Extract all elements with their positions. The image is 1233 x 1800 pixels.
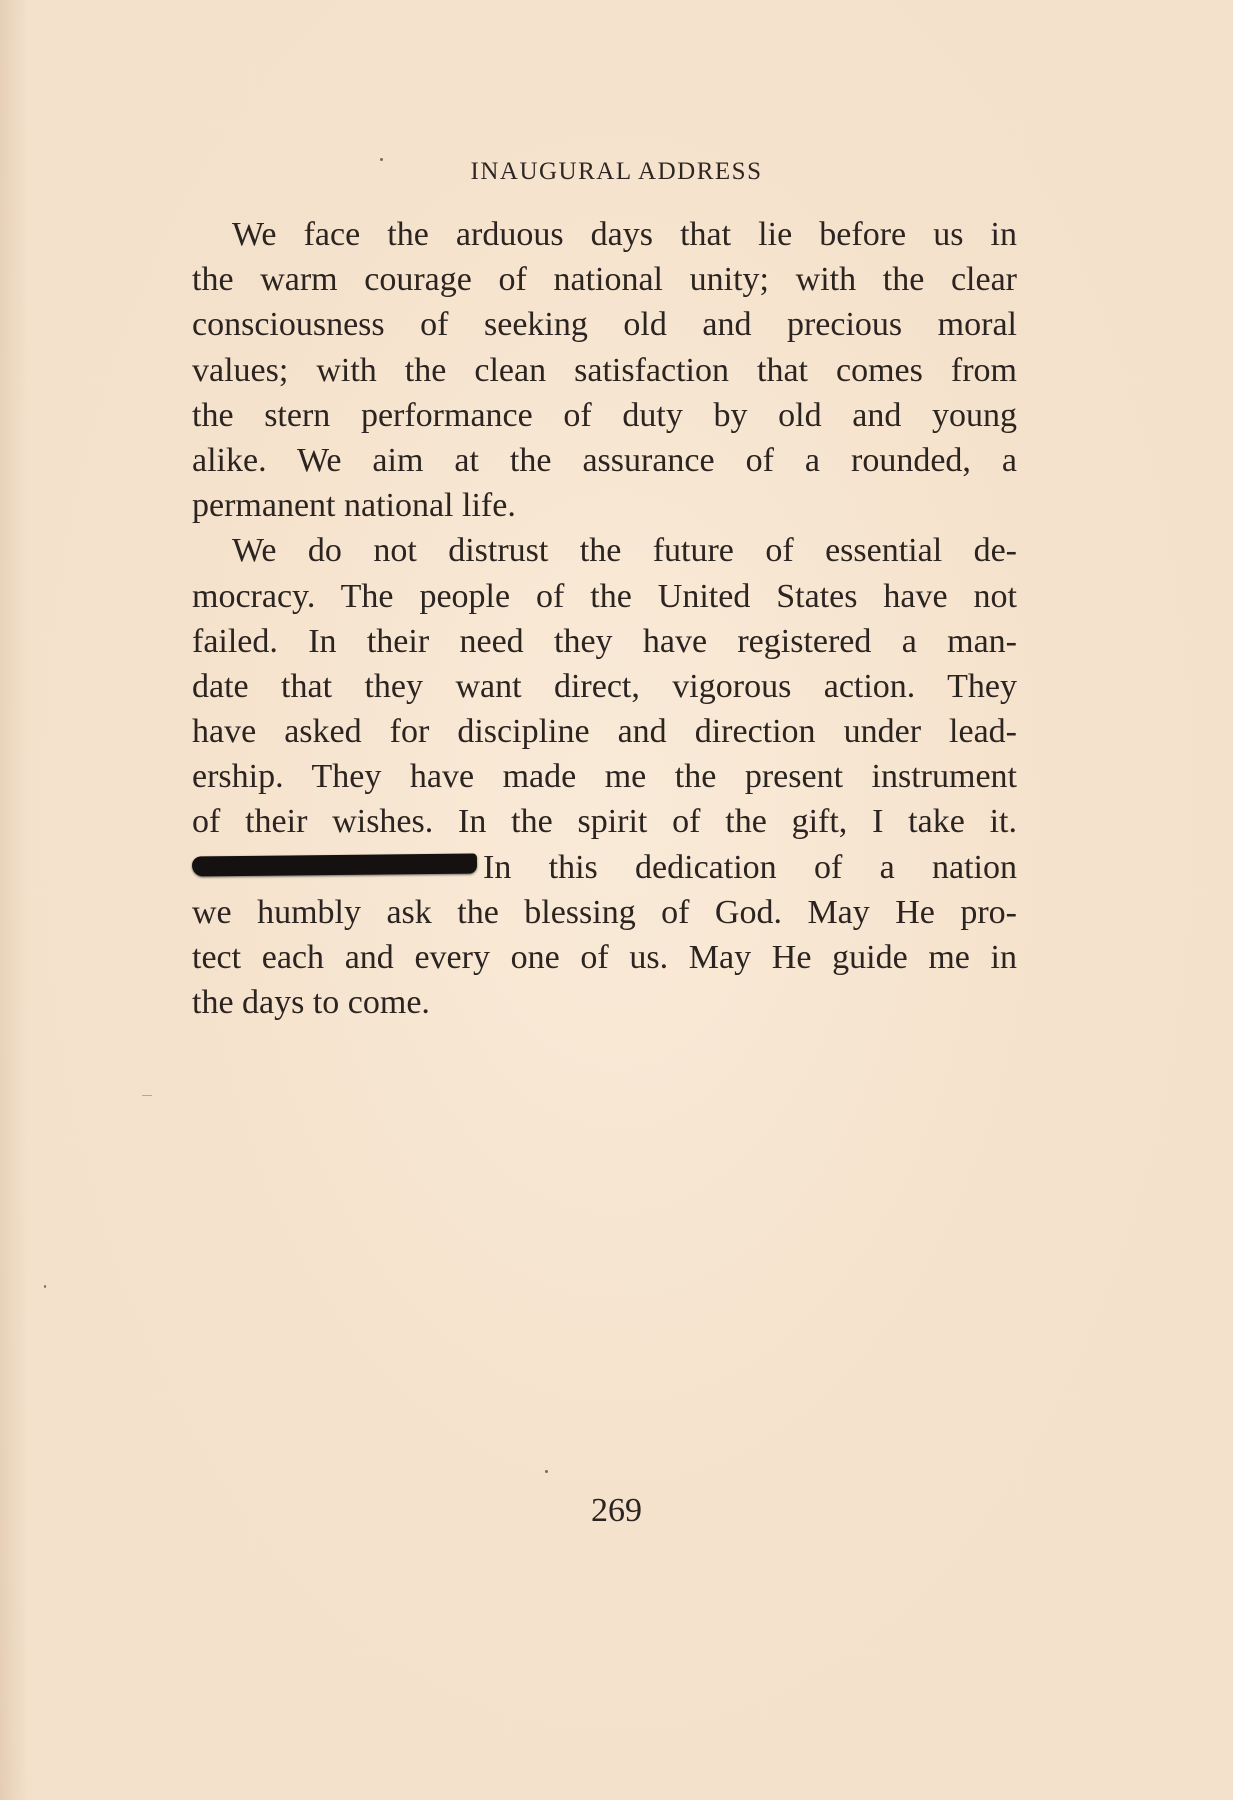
ink-redaction-mark — [192, 853, 477, 876]
text-line: the warm courage of national unity; with the clear — [192, 261, 1017, 299]
text-line: tect each and every one of us. May He guide me in — [192, 939, 1017, 976]
paper-speck — [44, 1285, 46, 1288]
text-line: consciousness of seeking old and precious moral — [192, 306, 1017, 344]
text-line: We face the arduous days that lie before us in — [232, 216, 1017, 253]
text-line: of their wishes. In the spirit of the gift, I take it. — [192, 803, 1017, 841]
paper-speck — [380, 158, 383, 161]
text-line: permanent national life. — [192, 487, 516, 525]
text-line: alike. We aim at the assurance of a rounded, a — [192, 441, 1017, 479]
running-head: INAUGURAL ADDRESS — [470, 158, 763, 185]
paragraph-3 — [192, 845, 1017, 1026]
text-line: We do not distrust the future of essential de- — [232, 532, 1017, 570]
page-number: 269 — [591, 1492, 642, 1529]
text-line: date that they want direct, vigorous action. They — [192, 667, 1017, 705]
body-text — [192, 212, 1017, 1025]
paragraph-1 — [192, 212, 1017, 528]
text-line: we humbly ask the blessing of God. May He pro- — [192, 893, 1017, 931]
text-line-after-redaction: In this dedication of a nation — [483, 848, 1017, 886]
text-line: values; with the clean satisfaction that comes from — [192, 351, 1017, 389]
text-line: mocracy. The people of the United States have not — [192, 577, 1017, 615]
text-line: have asked for discipline and direction under lead- — [192, 713, 1017, 751]
text-line: failed. In their need they have registered a man- — [192, 622, 1017, 660]
paper-speck — [142, 1095, 152, 1096]
text-line: the stern performance of duty by old and young — [192, 396, 1017, 434]
text-line: the days to come. — [192, 984, 430, 1022]
text-line: ership. They have made me the present instrument — [192, 758, 1017, 796]
text-line-redacted — [192, 845, 1017, 890]
paper-speck — [545, 1470, 548, 1473]
paragraph-2 — [192, 528, 1017, 844]
